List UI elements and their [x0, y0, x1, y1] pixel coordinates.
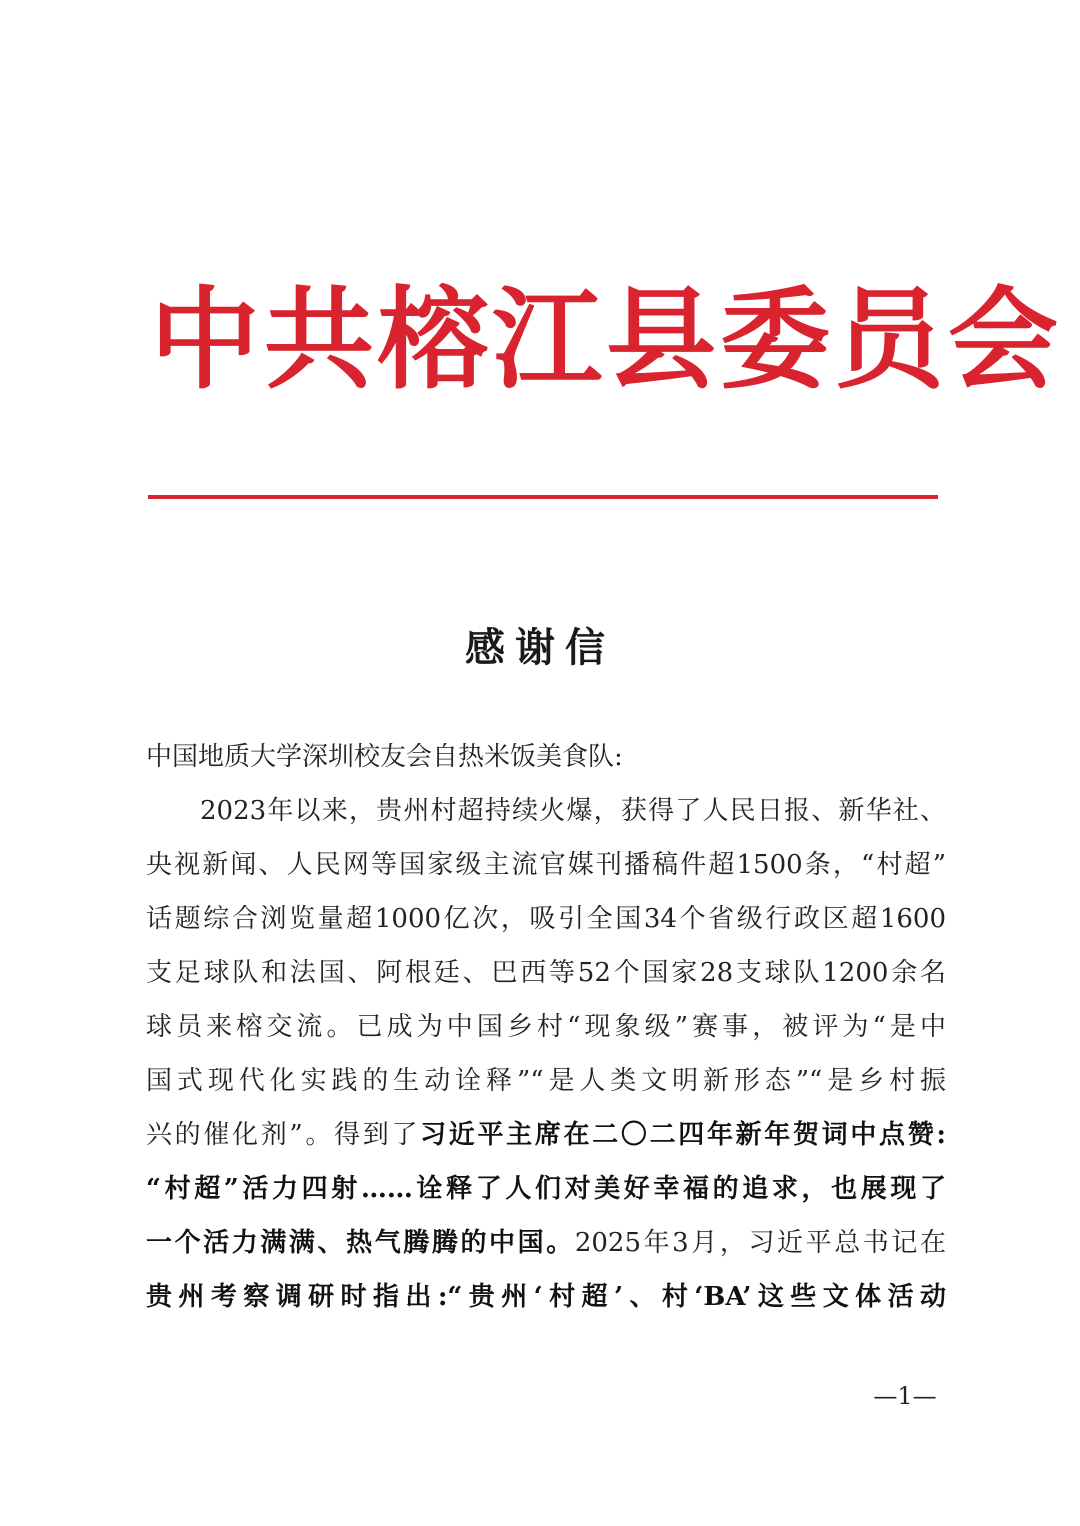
- body-line-8-bold-quote: “村超”活力四射……诠释了人们对美好幸福的追求，也展现了: [146, 1174, 946, 1204]
- body-line-1-text: 2023年以来，贵州村超持续火爆，获得了人民日报、新华社、: [200, 796, 946, 826]
- body-line-10: [146, 1270, 946, 1324]
- body-line-3: [146, 892, 946, 946]
- document-title: 感谢信: [465, 624, 615, 671]
- body-line-6-text: 国式现代化实践的生动诠释”“是人类文明新形态”“是乡村振: [146, 1066, 946, 1096]
- body-line-9-text: 2025年3月，习近平总书记在: [574, 1228, 946, 1258]
- body-line-9: [146, 1216, 946, 1270]
- body-line-6: [146, 1054, 946, 1108]
- body-line-3-text: 话题综合浏览量超1000亿次，吸引全国34个省级行政区超1600: [146, 904, 946, 934]
- body-line-8: [146, 1162, 946, 1216]
- salutation: 中国地质大学深圳校友会自热米饭美食队:: [146, 742, 623, 772]
- body-line-2-text: 央视新闻、人民网等国家级主流官媒刊播稿件超1500条，“村超”: [146, 850, 946, 880]
- body-line-7-text: 兴的催化剂”。得到了: [146, 1120, 421, 1150]
- page-number: —1—: [873, 1382, 937, 1410]
- body-line-9-bold-quote: 一个活力满满、热气腾腾的中国。: [146, 1228, 575, 1258]
- body-line-7-bold-quote: 习近平主席在二〇二四年新年贺词中点赞:: [420, 1120, 946, 1150]
- body-line-5: [146, 1000, 946, 1054]
- letter-body: [146, 784, 946, 1324]
- body-line-4-text: 支足球队和法国、阿根廷、巴西等52个国家28支球队1200余名: [146, 958, 946, 988]
- body-line-1: [146, 784, 946, 838]
- body-line-10-bold-quote: 贵州考察调研时指出:“贵州‘村超’、村‘BA’这些文体活动: [146, 1282, 946, 1312]
- body-line-2: [146, 838, 946, 892]
- body-line-7: [146, 1108, 946, 1162]
- red-header-rule: [148, 495, 938, 499]
- body-line-5-text: 球员来榕交流。已成为中国乡村“现象级”赛事，被评为“是中: [146, 1012, 946, 1042]
- issuing-organization-title: 中共榕江县委员会: [150, 275, 1062, 404]
- body-line-4: [146, 946, 946, 1000]
